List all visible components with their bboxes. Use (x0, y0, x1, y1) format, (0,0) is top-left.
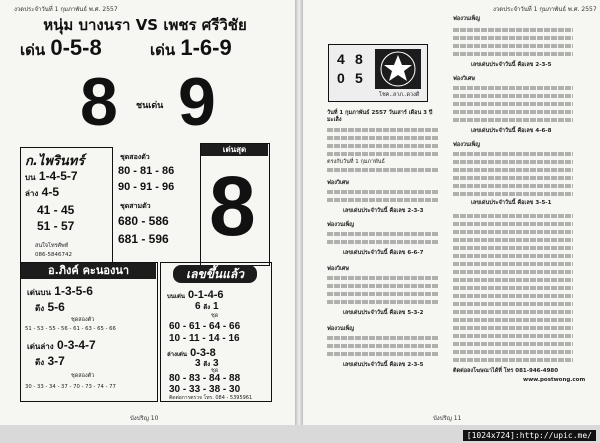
website[interactable]: www.postwong.com (523, 377, 586, 383)
right-page-number: บังปริญ 11 (433, 415, 462, 422)
phing-bottom-set-label: ชุดสองตัว (71, 373, 95, 379)
phing-bottom-sub-label: ตีง (35, 358, 45, 367)
section-3-title: ฟองวิเศษ (327, 266, 349, 272)
phing-panel (20, 262, 158, 402)
left-page-header: งวดประจำวันที่ 1 กุมภาพันธ์ พ.ศ. 2557 (14, 6, 118, 13)
pairin-top-numbers: 1-4-5-7 (38, 169, 78, 183)
two-digit-row-2: 90 - 91 - 96 (118, 181, 175, 193)
intro-line: วันที่ 1 กุมภาพันธ์ 2557 วันเสาร์ เดือน 3 ปีมะเส็ง (327, 110, 433, 123)
logo-panel (328, 44, 428, 102)
watermark: [1024x724]:http://upic.me/ (463, 430, 596, 441)
section-6-result: เลขเด่นประจำวันนี้ คือเลข 4-6-8 (471, 128, 552, 134)
logo-digit-3: 0 (337, 70, 345, 86)
lead-b-label: เด่น (150, 41, 176, 59)
best-number-panel (200, 143, 270, 266)
phing-top-numbers: 1-3-5-6 (54, 284, 93, 298)
big-number-b: 9 (178, 64, 216, 140)
risen-set-a-label: ชุด (211, 313, 219, 319)
two-digit-label: ชุดสองตัว (120, 153, 150, 161)
three-digit-label: ชุดสามตัว (120, 202, 151, 210)
risen-set-a-row-2: 10 - 11 - 14 - 16 (169, 333, 240, 344)
risen-set-b-label: ชุด (211, 368, 219, 374)
three-digit-row-1: 680 - 586 (118, 214, 169, 228)
pairin-footer: สนใจโทรศัพท์ (35, 243, 69, 249)
pairin-top-label: บน (25, 173, 36, 182)
pairin-phone: 086-5846742 (35, 252, 72, 258)
risen-set-b-row-1: 80 - 83 - 84 - 88 (169, 373, 241, 384)
three-digit-row-2: 681 - 596 (118, 232, 169, 246)
section-1-result: เลขเด่นประจำวันนี้ คือเลข 2-3-3 (343, 208, 424, 214)
risen-top-sub: 6 (195, 301, 201, 312)
pairin-panel (20, 147, 113, 265)
phing-bottom-sub-numbers: 3-7 (47, 354, 65, 368)
star-icon (375, 49, 421, 89)
risen-set-b-row-2: 30 - 33 - 38 - 30 (169, 384, 241, 395)
phing-bottom-set: 30 - 33 - 34 - 37 - 70 - 73 - 74 - 77 (25, 384, 116, 390)
lead-b-numbers: 1-6-9 (180, 35, 232, 60)
risen-footer: ติดต่อการตรวจ โทร. 084 - 5395961 (169, 395, 253, 401)
pairin-title: ก.ไพรินทร์ (25, 154, 85, 169)
pairin-bottom-label: ล่าง (25, 189, 39, 198)
risen-top-numbers: 0-1-4-6 (188, 289, 224, 301)
logo-emblem (375, 49, 421, 89)
best-number: 8 (209, 159, 256, 253)
contact-line: ติดต่อลงโฆษณาได้ที่ โทร 081-946-4980 (453, 368, 559, 374)
logo-digit-2: 8 (355, 51, 363, 67)
pairin-bottom-numbers: 4-5 (41, 185, 59, 199)
phing-bottom-numbers: 0-3-4-7 (57, 338, 96, 352)
phing-top-sub-numbers: 5-6 (47, 300, 65, 314)
phing-bottom-label: เด่นล่าง (27, 342, 54, 351)
risen-numbers-panel (160, 262, 272, 402)
risen-set-a-row-1: 60 - 61 - 64 - 66 (169, 321, 241, 332)
risen-numbers-title: เลขขึ้นแล้ว (173, 265, 257, 283)
lead-a-numbers: 0-5-8 (50, 35, 102, 60)
risen-top-sub-label: ตีง (203, 305, 211, 311)
big-number-a: 8 (80, 64, 118, 140)
risen-bottom-sub-label: ตีง (203, 362, 211, 368)
section-1-title: ฟองวิเศษ (327, 180, 349, 186)
phing-top-set-label: ชุดสองตัว (71, 317, 95, 323)
logo-caption: โชค..ลาภ..ดวงดี (379, 92, 420, 98)
risen-bottom-label: ล่างเด่น (167, 352, 188, 358)
left-page (0, 0, 295, 425)
two-digit-row-1: 80 - 81 - 86 (118, 165, 175, 177)
risen-bottom-numbers: 0-3-8 (190, 347, 216, 359)
section-6-title: ฟองวิเศษ (453, 76, 475, 82)
section-3-result: เลขเด่นประจำวันนี้ คือเลข 5-3-2 (343, 310, 424, 316)
lead-a-label: เด่น (20, 41, 46, 59)
big-number-caption: ชนเด่น (136, 101, 164, 111)
pairin-pair-1: 41 - 45 (37, 203, 75, 217)
logo-digit-4: 5 (355, 70, 363, 86)
phing-top-sub-label: ตีง (35, 304, 45, 313)
risen-top-label: บนเด่น (167, 294, 185, 300)
right-page-header: งวดประจำวันที่ 1 กุมภาพันธ์ พ.ศ. 2557 (493, 6, 597, 13)
right-page (303, 0, 600, 425)
phing-top-label: เด่นบน (27, 288, 51, 297)
pairin-pair-2: 51 - 57 (37, 219, 75, 233)
phing-top-set: 51 - 53 - 55 - 56 - 61 - 63 - 65 - 66 (25, 326, 116, 332)
logo-digit-grid (333, 51, 371, 89)
section-4-title: ฟองวนเพ็ญ (327, 326, 354, 332)
section-5-title: ฟองวนเพ็ญ (453, 16, 480, 22)
logo-digit-1: 4 (337, 51, 345, 67)
section-4-result: เลขเด่นประจำวันนี้ คือเลข 2-3-5 (343, 362, 424, 368)
intro-date: ตรงกับวันที่ 1 กุมภาพันธ์ (327, 159, 385, 165)
phing-title: อ.ภิงค์ คะนองนา (21, 263, 156, 279)
section-2-result: เลขเด่นประจำวันนี้ คือเลข 6-6-7 (343, 250, 424, 256)
risen-bottom-sub-2: 3 (212, 358, 219, 369)
left-page-number: บังปริญ 10 (130, 415, 159, 422)
left-page-title: หนุ่ม บางนรา VS เพชร ศรีวิชัย (43, 16, 247, 34)
section-7-result: เลขเด่นประจำวันนี้ คือเลข 3-5-1 (471, 200, 552, 206)
risen-top-sub-2: 1 (212, 301, 219, 312)
section-2-title: ฟองวนเพ็ญ (327, 222, 354, 228)
section-5-result: เลขเด่นประจำวันนี้ คือเลข 2-3-5 (471, 62, 552, 68)
risen-bottom-sub: 3 (195, 358, 201, 369)
best-number-label: เด่นสุด (201, 144, 268, 156)
book-gutter (295, 0, 303, 425)
section-7-title: ฟองวนเพ็ญ (453, 142, 480, 148)
